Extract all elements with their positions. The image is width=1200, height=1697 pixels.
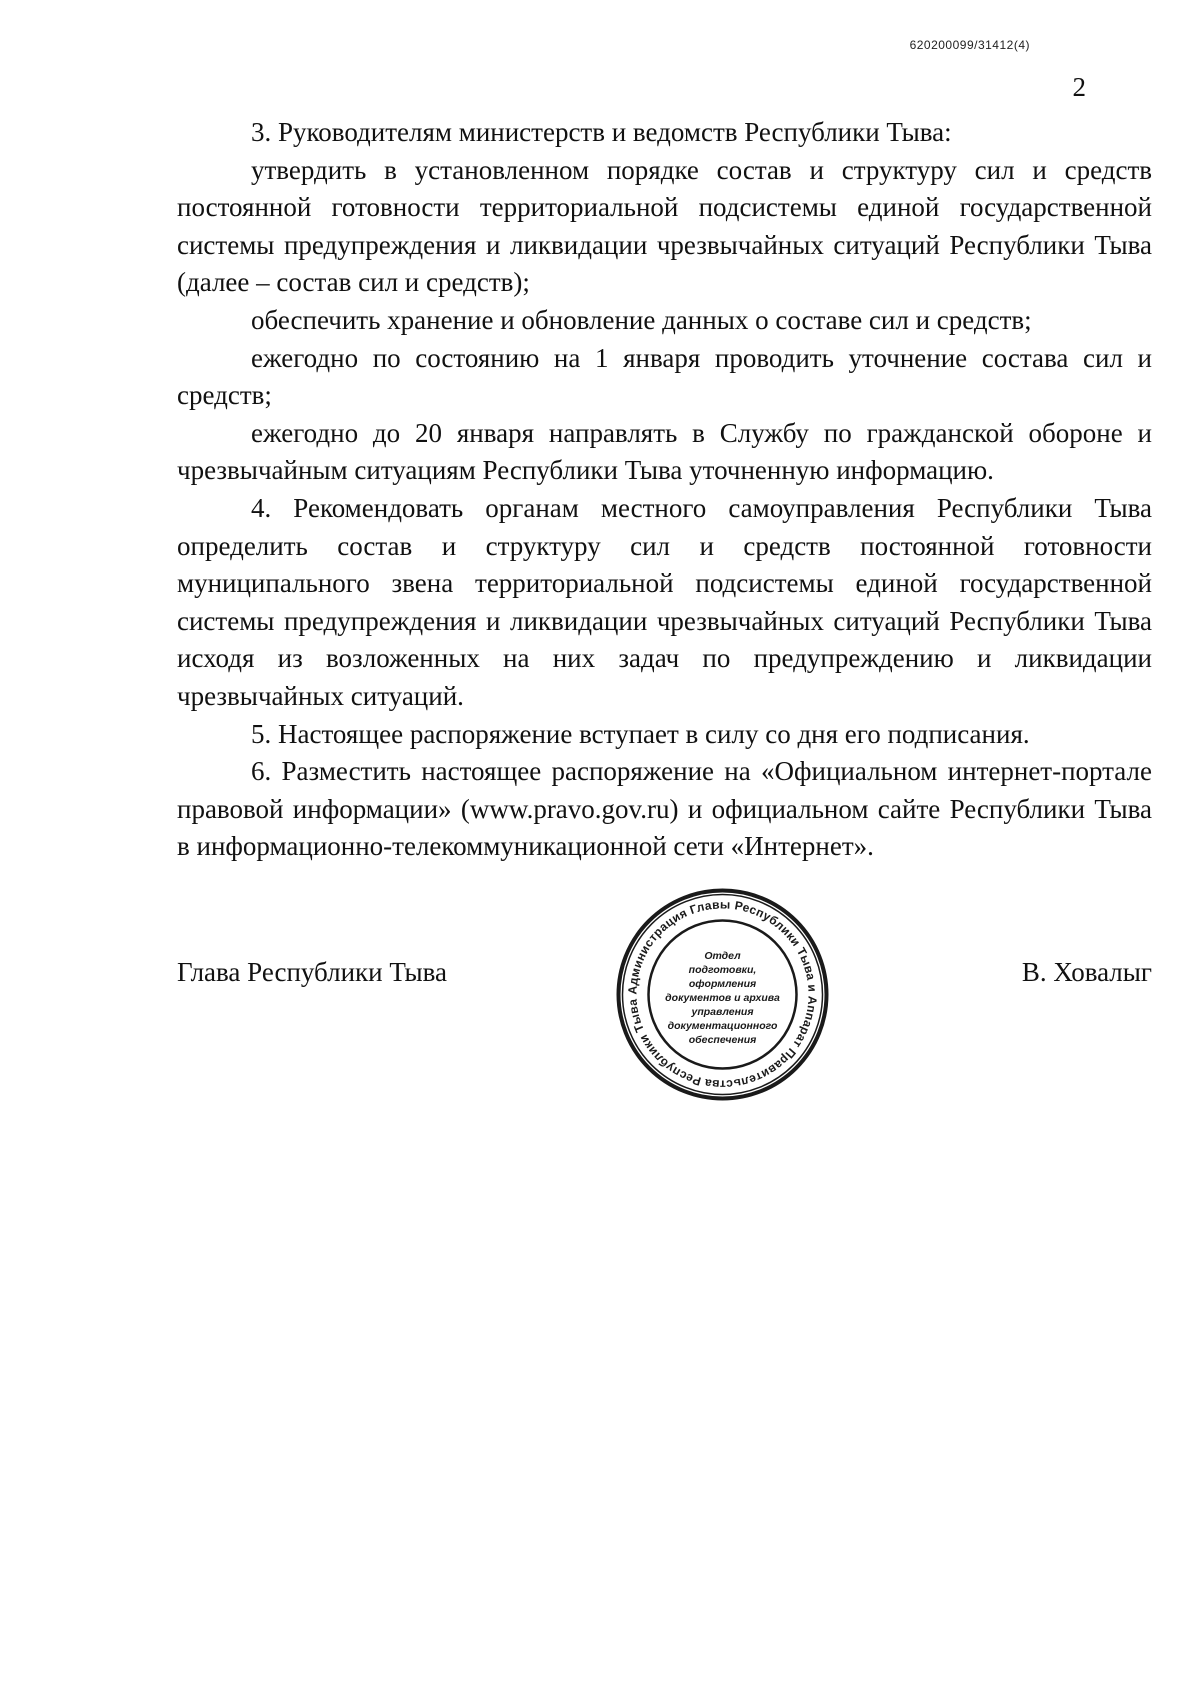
stamp-center-line: оформления: [688, 978, 757, 990]
paragraph-4: 4. Рекомендовать органам местного самоуправления Республики Тыва определить состав и структуру сил и средств постоянной готовности муниципального звена территориальной подсистемы единой государственной системы предупреждения и ликвидации чрезвычайных ситуаций Республики Тыва исходя из возложенных на них задач по предупреждению и ликвидации чрезвычайных ситуаций.: [177, 492, 1152, 711]
stamp-center-line: документов и архива: [665, 992, 780, 1004]
paragraph-3-annual-update: ежегодно по состоянию на 1 января проводить уточнение состава сил и средств;: [177, 342, 1152, 411]
paragraph-3-annual-report: ежегодно до 20 января направлять в Службу по гражданской обороне и чрезвычайным ситуациям Республики Тыва уточненную информацию.: [177, 417, 1152, 486]
paragraph-3-storage: обеспечить хранение и обновление данных о составе сил и средств;: [251, 304, 1032, 335]
document-id: 620200099/31412(4): [909, 38, 1030, 52]
paragraph-5: 5. Настоящее распоряжение вступает в силу со дня его подписания.: [251, 718, 1030, 749]
paragraph-6: 6. Разместить настоящее распоряжение на «Официальном интернет-портале правовой информации» (www.pravo.gov.ru) и официальном сайте Республики Тыва в информационно-телекоммуникационной сети «Интернет».: [177, 756, 1152, 862]
stamp-center-line: документационного: [667, 1020, 778, 1032]
paragraph-3-approve: утвердить в установленном порядке состав и структуру сил и средств постоянной готовности территориальной подсистемы единой государственной системы предупреждения и ликвидации чрезвычайных ситуаций Республики Тыва (далее – состав сил и средств);: [177, 154, 1152, 298]
stamp-center-line: Отдел: [704, 950, 741, 962]
official-seal-stamp: [615, 887, 830, 1102]
signer-title: Глава Республики Тыва: [177, 957, 448, 987]
document-body: [177, 114, 1152, 866]
stamp-center-line: управления: [691, 1006, 754, 1018]
stamp-ring-text: Администрация Главы Республики Тыва и Аппарат Правительства Республики Тыва: [625, 897, 820, 1092]
stamp-center-line: подготовки,: [688, 964, 757, 976]
page-number: 2: [1072, 72, 1086, 102]
stamp-center-line: обеспечения: [688, 1034, 757, 1046]
paragraph-3: 3. Руководителям министерств и ведомств Республики Тыва:: [251, 117, 952, 147]
signer-name: В. Ховалыг: [1021, 957, 1152, 987]
